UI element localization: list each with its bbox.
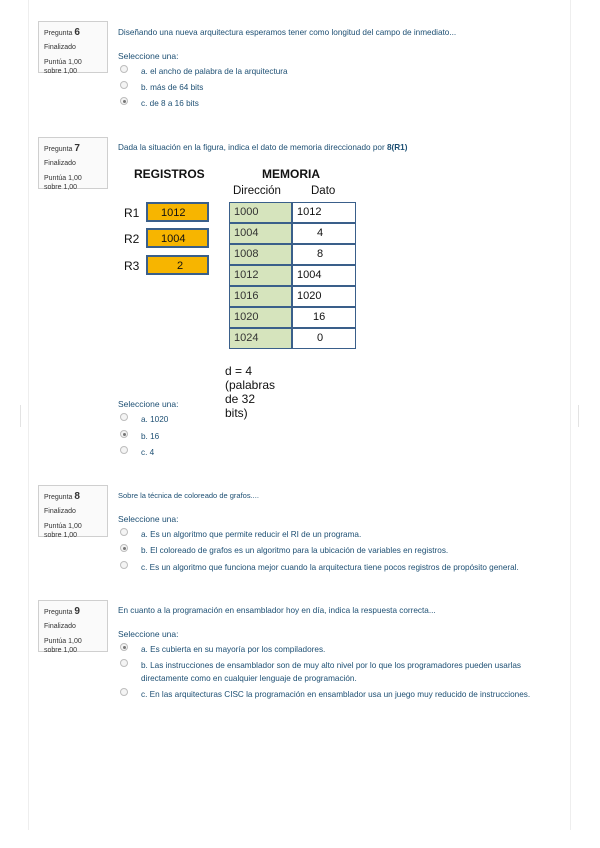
register-value: 1004: [161, 233, 186, 245]
memory-data: 1020: [292, 286, 356, 307]
register-box: [146, 202, 209, 222]
question-text-6: Diseñando una nueva arquitectura esperamos tener como longitud del campo de inmediato...: [118, 28, 457, 37]
grade-line-2: sobre 1,00: [44, 68, 78, 76]
grade-line-1: Puntúa 1,00: [44, 522, 82, 530]
figure-caption: d = 4 (palabras de 32 bits): [225, 364, 276, 420]
question-number: 9: [74, 606, 80, 617]
option-label: b. 16: [141, 432, 160, 441]
question-label: Pregunta: [44, 146, 73, 153]
select-prompt-6: Seleccione una:: [118, 51, 179, 61]
memory-address: 1012: [229, 265, 292, 286]
memory-data: 16: [292, 307, 356, 328]
memory-address: 1024: [229, 328, 292, 349]
grade-line-2: sobre 1,00: [44, 184, 78, 192]
memory-data: 1012: [292, 202, 356, 223]
question-text-bold: 8(R1): [386, 143, 408, 152]
option-label: c. En las arquitecturas CISC la programación en ensamblador usa un juego muy reducido de instrucciones.: [141, 690, 531, 699]
question-info-7: [38, 137, 108, 192]
option-7b[interactable]: [120, 430, 540, 443]
question-text-8: Sobre la técnica de coloreado de grafos....: [118, 491, 259, 500]
option-label: b. más de 64 bits: [141, 83, 204, 92]
question-grade: [44, 637, 102, 656]
memory-data: 8: [292, 244, 356, 265]
radio-button[interactable]: [120, 65, 128, 73]
question-state: Finalizado: [44, 43, 76, 51]
memory-row: [229, 328, 356, 349]
memory-title: MEMORIA: [262, 167, 320, 181]
radio-button[interactable]: [120, 659, 128, 667]
memory-row: [229, 286, 356, 307]
question-text-9: En cuanto a la programación en ensamblador hoy en día, indica la respuesta correcta...: [118, 606, 436, 615]
memory-data: 1004: [292, 265, 356, 286]
question-info-8: [38, 485, 108, 540]
option-label: a. el ancho de palabra de la arquitectura: [141, 67, 288, 76]
select-prompt-8: Seleccione una:: [118, 514, 179, 524]
option-6a[interactable]: [120, 65, 540, 78]
memory-data: 4: [292, 223, 356, 244]
memory-address: 1008: [229, 244, 292, 265]
question-label: Pregunta: [44, 30, 73, 37]
question-text-main: Dada la situación en la figura, indica el dato de memoria direccionado por: [118, 143, 387, 152]
option-label: c. de 8 a 16 bits: [141, 99, 199, 108]
option-8a[interactable]: [120, 528, 540, 541]
page-border-right: [570, 0, 571, 830]
radio-button-checked[interactable]: [120, 643, 128, 651]
question-state: Finalizado: [44, 622, 76, 630]
radio-button[interactable]: [120, 81, 128, 89]
option-9a[interactable]: [120, 643, 540, 656]
question-state: Finalizado: [44, 507, 76, 515]
option-6b[interactable]: [120, 81, 540, 94]
right-edge-mark: [578, 405, 579, 427]
grade-line-2: sobre 1,00: [44, 532, 78, 540]
option-label: a. 1020: [141, 415, 169, 424]
question-grade: [44, 58, 102, 77]
left-edge-mark: [20, 405, 21, 427]
question-grade: [44, 522, 102, 541]
select-prompt-7: Seleccione una:: [118, 399, 179, 409]
option-7a[interactable]: [120, 413, 540, 426]
register-value: 2: [177, 260, 184, 272]
registers-title: REGISTROS: [134, 167, 205, 181]
option-6c[interactable]: [120, 97, 540, 110]
radio-button-checked[interactable]: [120, 97, 128, 105]
question-state: Finalizado: [44, 159, 76, 167]
grade-line-1: Puntúa 1,00: [44, 58, 82, 66]
register-name: R2: [124, 232, 140, 246]
memory-address: 1020: [229, 307, 292, 328]
register-name: R1: [124, 206, 140, 220]
option-7c[interactable]: [120, 446, 540, 459]
memory-row: [229, 265, 356, 286]
memory-row: [229, 223, 356, 244]
grade-line-1: Puntúa 1,00: [44, 637, 82, 645]
option-label: a. Es un algoritmo que permite reducir el RI de un programa.: [141, 530, 362, 539]
question-info-6: [38, 21, 108, 76]
radio-button[interactable]: [120, 528, 128, 536]
memory-row: [229, 244, 356, 265]
question-text-7: [118, 143, 558, 152]
memory-data: 0: [292, 328, 356, 349]
radio-button-checked[interactable]: [120, 544, 128, 552]
grade-line-1: Puntúa 1,00: [44, 174, 82, 182]
radio-button[interactable]: [120, 413, 128, 421]
register-box: [146, 255, 209, 275]
option-label: c. Es un algoritmo que funciona mejor cuando la arquitectura tiene pocos registros de propósito general.: [141, 563, 519, 572]
select-prompt-9: Seleccione una:: [118, 629, 179, 639]
memory-address: 1004: [229, 223, 292, 244]
option-label: b. Las instrucciones de ensamblador son de muy alto nivel por lo que los programadores pueden usarlas directamente como en cualquier lenguaje de programación.: [141, 661, 522, 683]
register-box: [146, 228, 209, 248]
radio-button[interactable]: [120, 688, 128, 696]
page-border-left: [28, 0, 29, 830]
question-grade: [44, 174, 102, 193]
option-9b[interactable]: [120, 659, 530, 685]
option-8b[interactable]: [120, 544, 540, 557]
option-label: c. 4: [141, 448, 155, 457]
question-label: Pregunta: [44, 494, 73, 501]
question-number: 8: [74, 491, 80, 502]
memory-address: 1016: [229, 286, 292, 307]
radio-button-checked[interactable]: [120, 430, 128, 438]
grade-line-2: sobre 1,00: [44, 647, 78, 655]
register-value: 1012: [161, 207, 186, 219]
memory-row: [229, 202, 356, 223]
question-number: 6: [74, 27, 80, 38]
question-number: 7: [74, 143, 80, 154]
option-label: a. Es cubierta en su mayoría por los compiladores.: [141, 645, 326, 654]
radio-button[interactable]: [120, 561, 128, 569]
option-9c[interactable]: [120, 688, 540, 701]
option-label: b. El coloreado de grafos es un algoritmo para la ubicación de variables en registros.: [141, 546, 449, 555]
radio-button[interactable]: [120, 446, 128, 454]
option-8c[interactable]: [120, 561, 540, 574]
address-header: Dirección: [233, 185, 281, 197]
question-label: Pregunta: [44, 609, 73, 616]
memory-address: 1000: [229, 202, 292, 223]
question-info-9: [38, 600, 108, 655]
data-header: Dato: [311, 185, 336, 197]
memory-row: [229, 307, 356, 328]
register-name: R3: [124, 259, 140, 273]
